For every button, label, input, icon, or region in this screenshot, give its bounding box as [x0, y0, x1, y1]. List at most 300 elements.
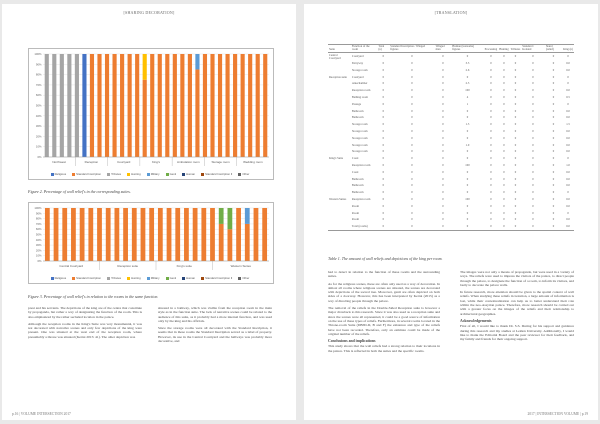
legend-swatch: [147, 277, 150, 280]
table-cell: 0: [521, 223, 545, 230]
table-cell: 0.0: [566, 61, 570, 66]
table-cell: Storage room: [351, 142, 368, 147]
table-cell: 0: [382, 183, 385, 188]
table-cell: 0: [503, 169, 505, 174]
table-cell: 0.0: [566, 197, 570, 202]
table-cell: 0: [503, 129, 505, 134]
table-cell: 0: [382, 169, 385, 174]
bar-segment-standard-inscription: [167, 208, 172, 261]
table-cell: 0: [552, 163, 555, 168]
table-cell: 0: [503, 74, 505, 79]
x-group-label: Wedding room: [243, 160, 263, 164]
table-cell: 0: [466, 54, 469, 59]
table-cell: 0: [532, 197, 534, 202]
table-cell: 0: [411, 108, 413, 113]
table-cell: 0: [567, 156, 569, 161]
legend-item: [147, 276, 160, 280]
legend-swatch: [182, 173, 185, 176]
table-cell: Room: [351, 217, 359, 222]
table-cell: 0: [567, 101, 569, 106]
table-cell: 0: [411, 210, 413, 215]
table-cell: 0: [552, 190, 555, 195]
x-group-label: Storage room: [211, 160, 230, 164]
table-cell: 0: [490, 169, 492, 174]
table-cell: 0: [466, 176, 469, 181]
table-cell: 0: [490, 142, 492, 147]
table-row: [328, 121, 574, 128]
table-cell: 0: [442, 135, 444, 140]
table-cell: 0: [490, 149, 492, 154]
table-cell: 0: [567, 81, 569, 86]
bar-segment-religious: [82, 54, 86, 157]
table-cell: 0: [382, 210, 385, 215]
y-tick-label: 0%: [37, 259, 42, 263]
table-cell: 0: [382, 54, 385, 59]
table-header-cell: Standard Inscription / Winged figures: [389, 45, 434, 53]
legend-label: Religious: [54, 276, 67, 280]
y-tick-label: 100%: [34, 206, 42, 210]
table-cell: 0: [567, 190, 569, 195]
bar-segment-standard-inscription: [184, 208, 189, 261]
table-cell: 0.0: [566, 135, 570, 140]
table-cell: 0: [382, 61, 385, 66]
bar-segment-standard-inscription: [54, 208, 59, 261]
table-cell: 0: [552, 210, 555, 215]
table-row: [328, 101, 574, 108]
bar-segment-standard-inscription: [210, 54, 214, 157]
table-cell: 0: [451, 223, 483, 230]
paragraph: In future research, more attention should be given to the spatial context of wall reliefs. When studying these reliefs in isolation, a large amount of information is lost, while their contextualization can help us to better understand their role within the neo-Assyrian palace. Therefore, more research should be carried out with a greater focus on the images of the reliefs and their relationship to architectural geographies.: [460, 290, 574, 316]
table-cell: 0: [411, 203, 413, 208]
table-cell: [328, 189, 351, 196]
table-cell: 0: [411, 190, 413, 195]
table-cell: 0: [490, 203, 492, 208]
table-cell: [328, 183, 351, 190]
table-cell: 0: [382, 176, 385, 181]
table-cell: Bathroom: [351, 115, 364, 120]
y-tick-label: 60%: [35, 227, 42, 232]
y-tick-label: 20%: [35, 248, 42, 253]
table-cell: 0: [514, 142, 517, 147]
table-cell: [328, 108, 351, 115]
table-cell: 0: [514, 169, 517, 174]
table-cell: 0: [514, 67, 517, 72]
bar-segment-standard-inscription: [128, 54, 132, 157]
table-cell: 0: [442, 88, 444, 93]
legend-item: [51, 276, 67, 280]
table-cell: 0: [552, 88, 555, 93]
table-cell: 0: [503, 135, 505, 140]
table-cell: 0.0: [566, 203, 570, 208]
table-cell: 0: [532, 135, 534, 140]
bar-segment-standard-inscription: [254, 208, 259, 261]
table-cell: Central Courtyard: [329, 52, 341, 60]
table-cell: 0: [411, 122, 413, 127]
bar-segment-standard-inscription: [241, 54, 245, 157]
legend-swatch: [147, 173, 150, 176]
left-page: [2, 4, 296, 420]
bar-segment-standard-inscription: [227, 229, 232, 261]
table-row: [328, 94, 574, 101]
table-cell: 0: [442, 210, 444, 215]
table-cell: Storage room: [351, 149, 368, 154]
table-cell: 0: [514, 81, 517, 86]
table-row: [328, 217, 574, 224]
page-header: [TRANSLATION]: [434, 10, 468, 15]
figure-3-chart: [28, 202, 274, 284]
table-cell: 0.0: [566, 149, 570, 154]
y-tick-label: 40%: [35, 113, 42, 118]
table-cell: 0: [442, 176, 444, 181]
table-cell: 0: [532, 183, 534, 188]
table-cell: 0.0: [566, 67, 570, 72]
legend-label: Tributes: [111, 172, 122, 176]
table-cell: 0: [532, 101, 534, 106]
table-cell: 0: [411, 163, 413, 168]
table-cell: 0: [532, 54, 534, 59]
table-cell: 0: [490, 74, 492, 79]
table-cell: 0: [411, 217, 413, 222]
table-cell: 0: [466, 203, 469, 208]
table-cell: 0.0: [566, 183, 570, 188]
table-cell: 1: [466, 101, 469, 106]
table-cell: 0: [442, 129, 444, 134]
y-tick-label: 10%: [35, 253, 42, 258]
table-cell: 0: [466, 210, 469, 215]
table-row: [328, 169, 574, 176]
table-row: [328, 135, 574, 142]
bar-segment-standard-inscription: [256, 54, 260, 157]
table-cell: 0: [442, 142, 444, 147]
table-cell: 2.6: [465, 67, 470, 72]
table-cell: 0: [532, 122, 534, 127]
table-cell: 0: [377, 223, 389, 230]
table-cell: 0: [498, 223, 509, 230]
table-cell: 0: [466, 217, 469, 222]
x-group-label: Courtyard: [117, 160, 131, 164]
table-cell: 0: [514, 156, 517, 161]
legend-label: Genii: [169, 276, 177, 280]
bar-segment-genii: [219, 208, 224, 224]
table-cell: 0: [466, 169, 469, 174]
table-cell: 0: [442, 190, 444, 195]
table-cell: 0: [411, 135, 413, 140]
legend-item: [127, 172, 141, 176]
table-cell: 0: [552, 54, 555, 59]
table-cell: 0: [503, 101, 505, 106]
table-cell: 0: [382, 197, 385, 202]
table-cell: 0: [442, 115, 444, 120]
table-cell: 100: [465, 197, 470, 202]
table-cell: [328, 169, 351, 176]
chart-svg: [29, 203, 273, 277]
bar-segment-standard-inscription: [158, 208, 163, 261]
table-cell: Bathing room: [351, 95, 368, 100]
table-row: [328, 162, 574, 169]
table-cell: 0: [411, 197, 413, 202]
bar-segment-standard-inscription: [135, 54, 139, 157]
legend-label: Hunting: [131, 276, 141, 280]
bar-segment-standard-inscription: [143, 80, 147, 157]
bar-segment-standard-inscription: [248, 54, 252, 157]
x-group-label: Central Courtyard: [59, 264, 84, 268]
bar-segment-standard-inscription: [114, 208, 119, 261]
legend-item: [107, 276, 121, 280]
table-cell: 0: [503, 197, 505, 202]
table-cell: Western Suites: [329, 197, 347, 202]
table-cell: Room: [351, 210, 359, 215]
table-cell: 0.0: [566, 176, 570, 181]
paragraph: had to detect in relation to the function of these rooms and the surrounding suites.: [328, 270, 440, 279]
table-cell: Storage room: [351, 67, 368, 72]
table-cell: 0: [532, 81, 534, 86]
table-cell: 0: [382, 88, 385, 93]
table-cell: 0: [411, 95, 413, 100]
conclusion-heading: Conclusions and implications: [328, 339, 376, 344]
table-cell: 0: [490, 210, 492, 215]
table-cell: 0: [490, 163, 492, 168]
legend-item: [127, 276, 141, 280]
bar-segment-standard-inscription: [173, 54, 177, 157]
table-row: [328, 53, 574, 60]
table-cell: 0: [490, 101, 492, 106]
table-cell: 0: [503, 217, 505, 222]
table-cell: 0: [411, 74, 413, 79]
legend-swatch: [166, 277, 169, 280]
table-cell: 0: [382, 142, 385, 147]
table-cell: 0: [514, 197, 517, 202]
bar-segment-standard-inscription: [225, 54, 229, 157]
table-row: [328, 81, 574, 88]
table-cell: 0: [466, 115, 469, 120]
table-cell: 0: [514, 129, 517, 134]
table-cell: [328, 87, 351, 94]
bar-segment-tributes: [75, 54, 79, 157]
x-group-label: Northwest: [52, 160, 66, 164]
y-tick-label: 50%: [35, 103, 42, 108]
table-cell: Court: [351, 169, 359, 174]
table-cell: 0: [532, 115, 534, 120]
table-cell: [328, 217, 351, 224]
table-cell: Reception room: [351, 163, 371, 168]
table-header-row: [328, 45, 574, 53]
table-cell: 0: [503, 61, 505, 66]
legend-label: Religious: [54, 172, 67, 176]
bar-segment-standard-inscription: [263, 54, 267, 157]
table-cell: Bathroom: [351, 183, 364, 188]
table-cell: 0: [382, 101, 385, 106]
table-cell: [328, 162, 351, 169]
chart-svg: [29, 49, 273, 173]
y-tick-label: 40%: [35, 237, 42, 242]
bar-segment-standard-inscription: [150, 54, 154, 157]
figure-2-legend: [28, 172, 272, 176]
table-cell: 0: [552, 122, 555, 127]
table-cell: 0: [490, 135, 492, 140]
table-row: [328, 60, 574, 67]
bar-segment-genii: [227, 208, 232, 229]
table-cell: 1.0: [566, 163, 570, 168]
table-row: [328, 149, 574, 156]
table-cell: 0: [567, 210, 569, 215]
table-cell: 0: [490, 217, 492, 222]
paragraph: Although the reception rooms in the King's Suite was very monumental, it was not decorated with narrative scenes and only few depictions of the king were present. One was situated at the west end of the reception room, where presumably a throne was situated (Kertai 2015: 41). The other depiction was: [28, 321, 142, 339]
table-cell: [328, 81, 351, 88]
legend-label: Standard Inscription II: [205, 172, 233, 176]
table-cell: 2.5: [465, 81, 470, 86]
table-cell: 0: [382, 122, 385, 127]
legend-label: Other: [242, 276, 250, 280]
table-cell: 0: [514, 95, 517, 100]
x-group-label: King's: [151, 160, 161, 164]
legend-label: Standard Inscription II: [205, 276, 233, 280]
bar-segment-standard-inscription: [90, 54, 94, 157]
table-cell: 0: [532, 74, 534, 79]
table-cell: 0: [411, 142, 413, 147]
table-cell: 0.0: [562, 223, 574, 230]
table-cell: 0: [532, 190, 534, 195]
table-cell: 0.0: [566, 108, 570, 113]
bar-segment-standard-inscription: [245, 224, 250, 261]
table-cell: [328, 223, 351, 230]
table-cell: 0: [532, 169, 534, 174]
table-cell: 3.5: [465, 61, 470, 66]
table-cell: 0: [503, 122, 505, 127]
table-cell: 0: [411, 156, 413, 161]
table-cell: Bathroom: [351, 176, 364, 181]
legend-item: [182, 172, 195, 176]
table-cell: 0: [490, 108, 492, 113]
legend-item: [72, 172, 101, 176]
table-cell: 0: [514, 122, 517, 127]
table-cell: 0: [442, 54, 444, 59]
table-cell: 0: [503, 183, 505, 188]
table-cell: 0: [514, 176, 517, 181]
table-cell: Bathroom: [351, 108, 364, 113]
table-row: [328, 74, 574, 81]
table-cell: 0: [552, 95, 555, 100]
legend-swatch: [238, 277, 241, 280]
table-header-cell: Processing: [484, 45, 499, 53]
bar-segment-standard-inscription: [149, 208, 154, 261]
table-cell: 0: [389, 223, 434, 230]
table-cell: [328, 142, 351, 149]
table-cell: 0: [490, 67, 492, 72]
table-cell: 0: [442, 197, 444, 202]
legend-item: [166, 172, 177, 176]
table-cell: 0: [411, 176, 413, 181]
table-cell: 0: [503, 142, 505, 147]
table-cell: 0: [442, 74, 444, 79]
y-tick-label: 30%: [35, 124, 42, 129]
table-cell: 0: [503, 54, 505, 59]
table-cell: 0: [514, 149, 517, 154]
paragraph: The images were not only a means of propaganda, but were used in a variety of ways. The reliefs were used to impress the visitors of the palace, to direct people through the palace, to designate the function of a room, to inform its visitors, and lastly to decorate the palace walls.: [460, 270, 574, 287]
bar-segment-standard-inscription: [219, 224, 224, 261]
table-cell: 0: [382, 156, 385, 161]
paragraph: prest and his servants. The depictions of the king are of the centre that constitute by propaganda, but rather a way of designating the function of the room. This is also emphasized by the rather secluded location in the palace.: [28, 306, 142, 319]
table-row: [328, 210, 574, 217]
table-cell: 0: [442, 61, 444, 66]
table-cell: 0: [490, 190, 492, 195]
bar-segment-standard-inscription: [88, 208, 93, 261]
legend-item: [107, 172, 121, 176]
bar-segment-standard-inscription: [236, 208, 241, 261]
legend-item: [238, 172, 249, 176]
right-text-column: [158, 306, 272, 346]
bar-segment-standard-inscription: [210, 208, 215, 261]
table-cell: 0: [552, 176, 555, 181]
table-cell: 0: [490, 183, 492, 188]
legend-swatch: [201, 277, 204, 280]
table-cell: 0: [490, 61, 492, 66]
table-cell: [328, 60, 351, 67]
table-cell: 0: [382, 163, 385, 168]
table-cell: 0: [442, 67, 444, 72]
table-cell: 0: [514, 115, 517, 120]
table-header-cell: Function of the room: [351, 45, 377, 53]
table-header-cell: King (n): [562, 45, 574, 53]
table-cell: [328, 94, 351, 101]
bar-segment-military: [195, 54, 199, 69]
table-cell: 0: [514, 135, 517, 140]
table-header-cell: Suite: [328, 45, 351, 53]
table-header-cell: Hunting: [498, 45, 509, 53]
table-cell: 0: [382, 74, 385, 79]
x-group-label: Reception: [84, 160, 99, 164]
table-cell: 0: [411, 149, 413, 154]
table-cell: 0.0: [566, 217, 570, 222]
x-group-label: Western Suites: [230, 264, 251, 268]
table-cell: 0: [411, 88, 413, 93]
bar-segment-tributes: [67, 54, 71, 157]
table-row: [328, 128, 574, 135]
table-cell: 0: [503, 203, 505, 208]
table-cell: 0: [503, 108, 505, 113]
table-row: [328, 87, 574, 94]
table-cell: 0: [532, 149, 534, 154]
table-cell: 0: [514, 163, 517, 168]
table-cell: 0: [382, 149, 385, 154]
table-cell: Reception room: [351, 197, 371, 202]
legend-item: [72, 276, 101, 280]
table-cell: 0.0: [566, 129, 570, 134]
x-group-label: King's suite: [176, 264, 192, 268]
table-cell: 1.0: [465, 142, 470, 147]
legend-swatch: [182, 277, 185, 280]
table-cell: 0: [490, 88, 492, 93]
bar-segment-standard-inscription: [112, 54, 116, 157]
table-row: [328, 189, 574, 196]
table-cell: [328, 101, 351, 108]
left-text-column: [328, 270, 440, 356]
table-cell: 0: [490, 95, 492, 100]
table-header-cell: Human (fearsome) figures: [451, 45, 483, 53]
table-cell: 0: [552, 203, 555, 208]
table-cell: 0.0: [566, 169, 570, 174]
table-cell: 0: [514, 101, 517, 106]
table-cell: 0: [552, 101, 555, 106]
x-group-label: Reception suite: [117, 264, 139, 268]
y-tick-label: 70%: [35, 82, 42, 87]
paragraph: Since the storage rooms were all decorated with the Standard Inscription, it seems that in these rooms the Standard Inscription served as a label of property. However, its use in the Central Courtyard and the hallways was probably more decorative, and: [158, 326, 272, 344]
table-header-cell: Standard / Isolated: [521, 45, 545, 53]
table-cell: 0: [411, 183, 413, 188]
table-cell: 0: [484, 223, 499, 230]
table-cell: Courtyard: [351, 74, 364, 79]
table-cell: 0: [442, 163, 444, 168]
bar-segment-standard-inscription: [218, 54, 222, 157]
